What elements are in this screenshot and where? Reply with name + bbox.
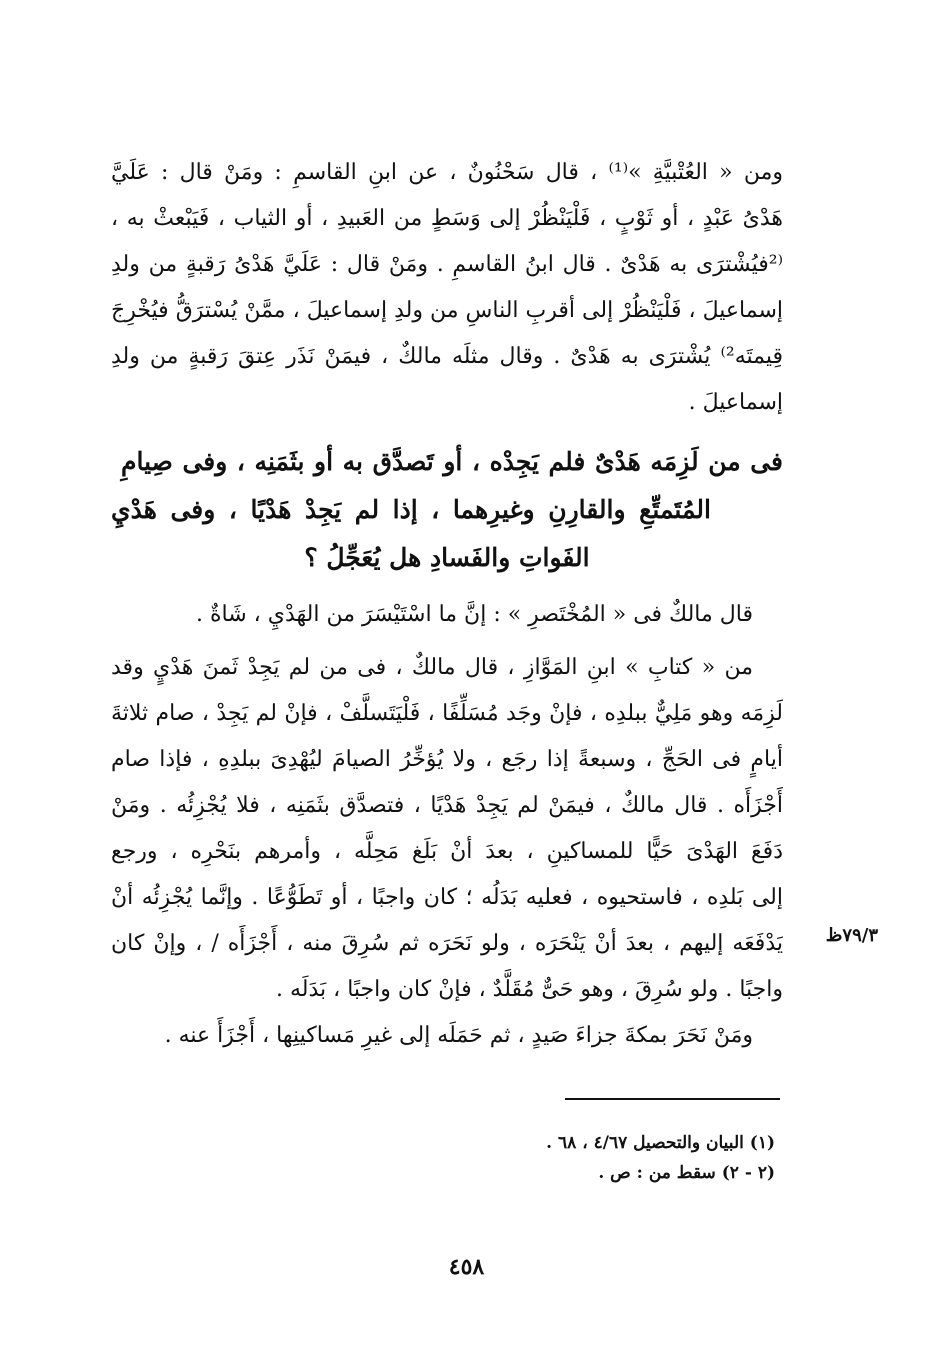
- paragraph-mawwaz: [111, 645, 783, 1059]
- text-line: ومَنْ نَحَرَ بمكةَ جزاءَ صَيدٍ ، ثم حَمَلَه إلى غيرِ مَساكينِها ، أَجْزَأَ عنه .: [164, 1023, 753, 1048]
- manuscript-folio-marker: ٧٩/٣ظ: [825, 925, 878, 946]
- text-line: هَدْىُ عَبْدٍ ، أو ثَوْبٍ ، فَلْيَنْظُرْ إلى وَسَطٍ من العَبيدِ ، أو الثياب ، فَيَبْعثْ به ،: [111, 206, 783, 231]
- text-line: إسماعيلَ .: [688, 390, 783, 415]
- text-line: يَدْفَعَه إليهم ، بعدَ أنْ يَنْحَرَه ، ولو نَحَرَه ثم سُرِقَ منه ، أَجْزَأَه / ، وإنْ كان: [111, 931, 783, 956]
- text-line: ومن « العُتْبيَّةِ »⁽¹⁾ ، قال سَحْنُونٌ ، عن ابنِ القاسمِ : ومَنْ قال : عَلَيَّ: [111, 160, 783, 185]
- text-line: ⁽²فيُشْترَى به هَدْىٌ . قال ابنُ القاسمِ . ومَنْ قال : عَلَيَّ هَدْىُ رَقبةٍ من ولدِ: [111, 252, 783, 277]
- text-line: دَفَعَ الهَدْىَ حَيًّا للمساكينِ ، بعدَ أنْ بَلَغ مَحِلَّه ، وأمرهم بنَحْرِه ، ورجع: [111, 839, 783, 864]
- footnotes: [175, 1128, 775, 1188]
- footnote: (١) البيان والتحصيل ٤/٦٧ ، ٦٨ .: [546, 1133, 775, 1153]
- text-line: لَزِمَه وهو مَلِيٌّ ببلدِه ، فإنْ وجَد مُسَلِّفًا ، فَلْيَتَسلَّفْ ، فإنْ لم يَجِدْ ، صام ثلاثةَ: [111, 701, 783, 726]
- text-line: أَجْزَأَه . قال مالكٌ ، فيمَنْ لم يَجِدْ هَدْيًا ، فتصدَّق بثَمَنِه ، فلا يُجْزِئُه . ومَنْ: [111, 793, 783, 818]
- text-line: إلى بَلدِه ، فاستحيوه ، فعليه بَدَلُه ؛ كان واجبًا ، أو تَطَوُّعًا . وإنَّما يُجْزِئُه أنْ: [111, 885, 783, 910]
- heading-line: فى من لَزِمَه هَدْىٌ فلم يَجِدْه ، أو تَصدَّق به أو بثَمَنِه ، وفى صِيامِ: [121, 447, 783, 476]
- text-line: أيامٍ فى الحَجِّ ، وسبعةً إذا رجَع ، ولا يُؤخِّرُ الصيامَ ليُهْدِىَ ببلدِهِ ، فإذا صام: [111, 747, 783, 772]
- heading-line: الفَواتِ والفَسادِ هل يُعَجِّلُ ؟: [304, 543, 590, 572]
- text-line: واجبًا . ولو سُرِقَ ، وهو حَىٌّ مُقَلَّدٌ ، فإنْ كان واجبًا ، بَدَلَه .: [275, 977, 783, 1002]
- section-heading: [111, 438, 783, 582]
- heading-line: المُتَمتِّعِ والقارِنِ وغيرِهما ، إذا لم يَجِدْ هَدْيًا ، وفى هَدْيِ: [111, 495, 711, 524]
- footnote: (٢ - ٢) سقط من : ص .: [598, 1163, 775, 1183]
- page-number: ٤٥٨: [448, 1254, 485, 1280]
- footnote-separator: [565, 1098, 780, 1100]
- text-line: قال مالكٌ فى « المُخْتَصرِ » : إنَّ ما اسْتَيْسَرَ من الهَدْيِ ، شَاةٌ .: [196, 602, 753, 627]
- text-line: قِيمتَه²⁾ يُشْترَى به هَدْىٌ . وقال مثلَه مالكٌ ، فيمَنْ نَذَر عِتقَ رَقبةٍ من ولدِ: [111, 344, 783, 369]
- paragraph-mukhtasar: [111, 592, 783, 638]
- text-line: إسماعيلَ ، فَلْيَنْظُرْ إلى أقربِ الناسِ من ولدِ إسماعيلَ ، ممَّنْ يُسْترَقُّ فيُخْرِجَ: [111, 298, 783, 323]
- paragraph-utbiyya: [111, 150, 783, 426]
- text-line: من « كتابِ » ابنِ المَوَّازِ ، قال مالكٌ ، فى من لم يَجِدْ ثَمنَ هَدْيٍ وقد: [111, 655, 753, 680]
